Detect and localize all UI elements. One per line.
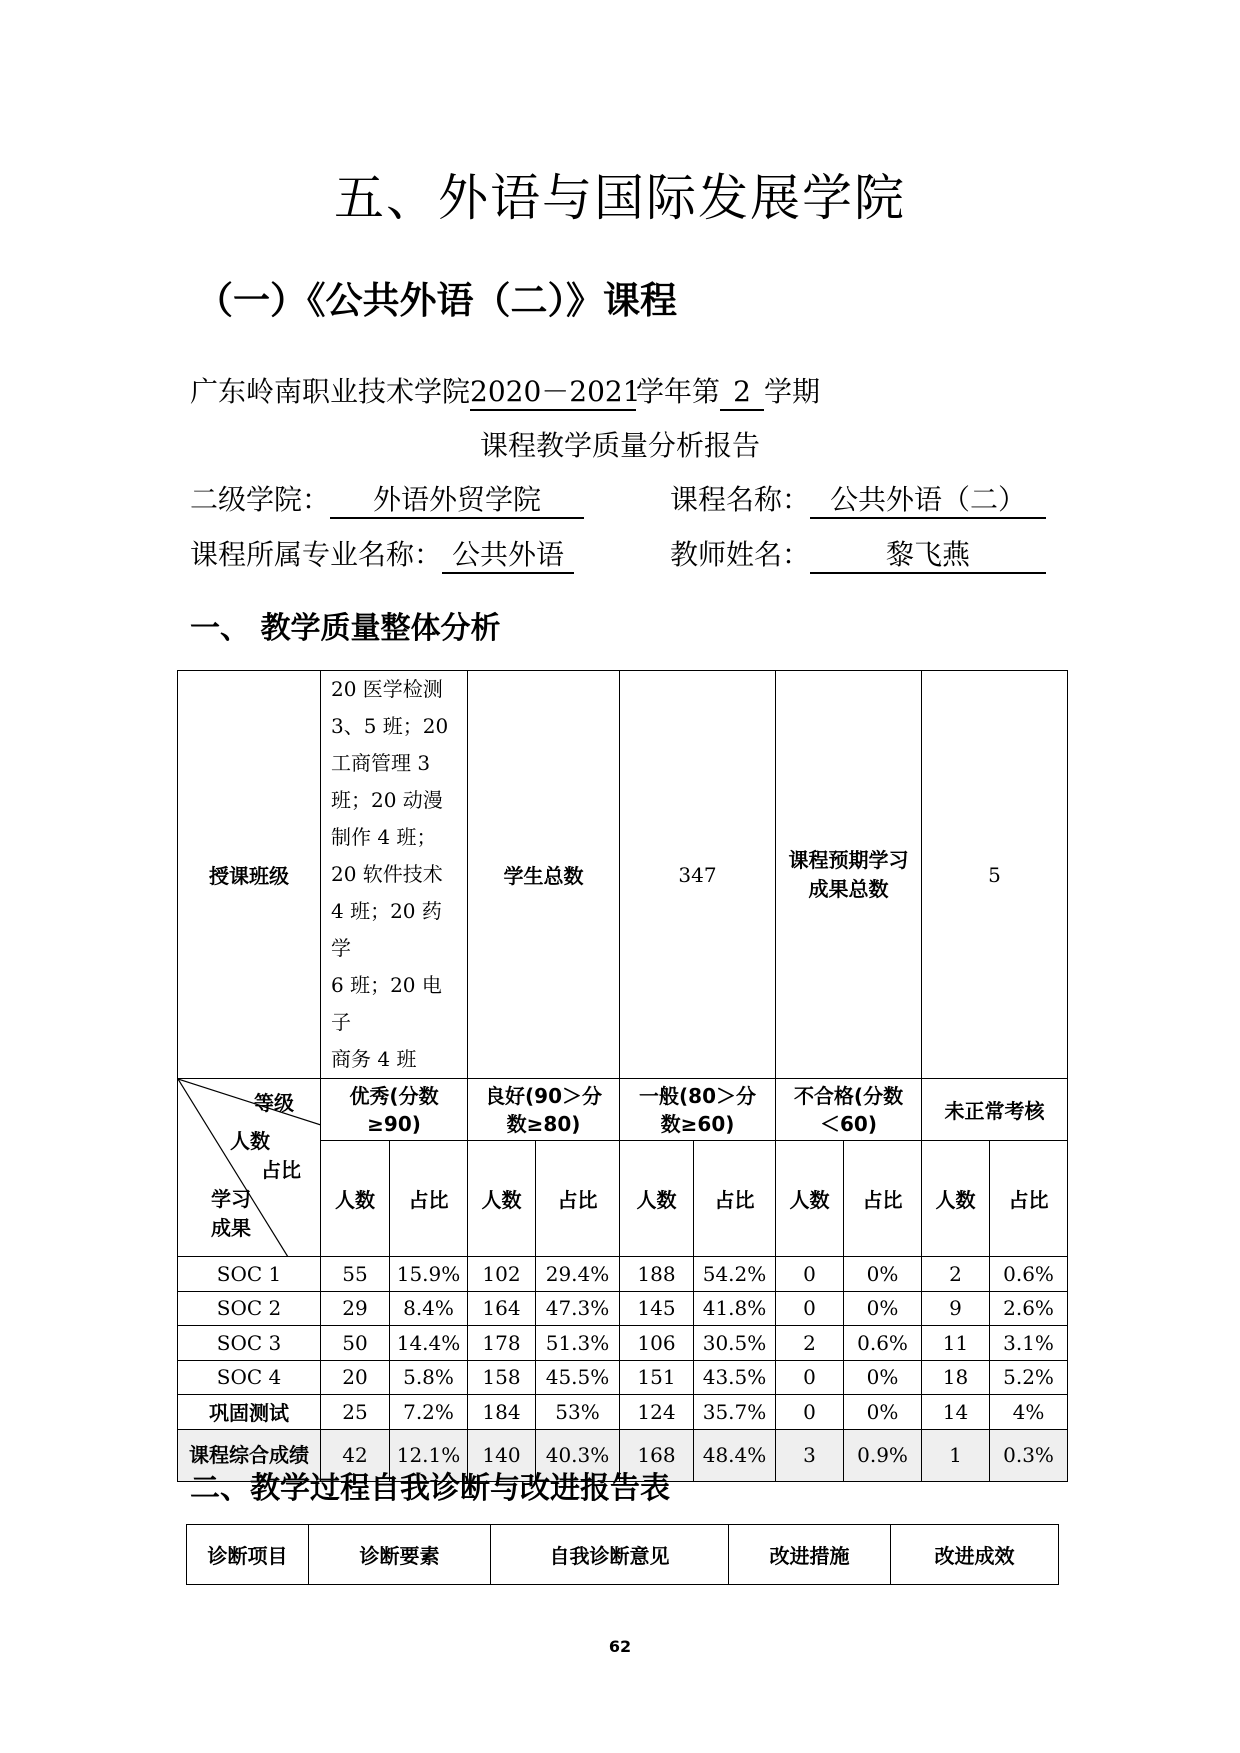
course-subtitle: （一）《公共外语（二）》课程 <box>196 279 677 322</box>
row-label: 巩固测试 <box>178 1395 321 1430</box>
count-header: 人数 <box>922 1141 990 1257</box>
count-cell: 106 <box>620 1326 694 1361</box>
class-line: 20 医学检测 <box>331 677 443 701</box>
table-row <box>178 1395 1068 1430</box>
ratio-cell: 35.7% <box>694 1395 776 1430</box>
class-line: 6 班；20 电子 <box>331 973 442 1034</box>
count-cell: 184 <box>468 1395 536 1430</box>
term-label: 学年第 <box>636 375 721 408</box>
quality-analysis-table <box>177 670 1068 1482</box>
ratio-cell: 43.5% <box>694 1360 776 1395</box>
ratio-cell: 0% <box>844 1360 922 1395</box>
class-lines <box>331 671 459 1078</box>
count-cell: 102 <box>468 1257 536 1292</box>
report-title: 课程教学质量分析报告 <box>479 429 760 462</box>
outcomes-label: 课程预期学习成果总数 <box>776 671 922 1079</box>
count-cell: 20 <box>321 1360 390 1395</box>
major-value: 公共外语 <box>442 538 574 574</box>
ratio-cell: 53% <box>536 1395 620 1430</box>
count-header: 人数 <box>776 1141 844 1257</box>
info-row-1-right <box>670 478 1046 519</box>
count-cell: 42 <box>321 1429 390 1481</box>
diagnosis-header-cell: 改进措施 <box>729 1525 891 1585</box>
diagnosis-header-cell: 改进成效 <box>891 1525 1059 1585</box>
table-row <box>187 1525 1059 1585</box>
ratio-cell: 48.4% <box>694 1429 776 1481</box>
ratio-cell: 5.8% <box>390 1360 468 1395</box>
diag-grade-label: 等级 <box>254 1091 294 1115</box>
diag-count-label: 人数 <box>230 1129 270 1153</box>
info-row-2-right <box>670 533 1046 574</box>
count-cell: 140 <box>468 1429 536 1481</box>
ratio-header: 占比 <box>536 1141 620 1257</box>
count-cell: 0 <box>776 1395 844 1430</box>
count-cell: 145 <box>620 1291 694 1326</box>
count-cell: 55 <box>321 1257 390 1292</box>
table-row <box>178 1291 1068 1326</box>
class-line: 商务 4 班 <box>331 1047 417 1071</box>
count-cell: 29 <box>321 1291 390 1326</box>
ratio-header: 占比 <box>694 1141 776 1257</box>
count-cell: 0 <box>776 1291 844 1326</box>
teacher-value: 黎飞燕 <box>810 538 1046 574</box>
ratio-cell: 15.9% <box>390 1257 468 1292</box>
count-cell: 124 <box>620 1395 694 1430</box>
grade-header: 不合格(分数＜60) <box>776 1079 922 1141</box>
grade-header: 一般(80＞分数≥60) <box>620 1079 776 1141</box>
class-list <box>321 671 468 1079</box>
class-label: 授课班级 <box>178 671 321 1079</box>
diagnosis-header-cell: 诊断项目 <box>187 1525 309 1585</box>
count-cell: 0 <box>776 1360 844 1395</box>
ratio-cell: 12.1% <box>390 1429 468 1481</box>
grade-header: 良好(90＞分数≥80) <box>468 1079 620 1141</box>
grade-header: 优秀(分数≥90) <box>321 1079 468 1141</box>
diagonal-header-cell <box>178 1079 321 1257</box>
diagnosis-header-cell: 自我诊断意见 <box>491 1525 729 1585</box>
course-value: 公共外语（二） <box>810 483 1046 519</box>
section-1-heading: 一、 教学质量整体分析 <box>190 611 501 646</box>
ratio-cell: 0.6% <box>990 1257 1068 1292</box>
ratio-cell: 0% <box>844 1291 922 1326</box>
ratio-cell: 0.9% <box>844 1429 922 1481</box>
ratio-cell: 5.2% <box>990 1360 1068 1395</box>
count-cell: 3 <box>776 1429 844 1481</box>
ratio-cell: 51.3% <box>536 1326 620 1361</box>
header-line <box>190 370 820 411</box>
count-cell: 1 <box>922 1429 990 1481</box>
ratio-cell: 29.4% <box>536 1257 620 1292</box>
count-cell: 158 <box>468 1360 536 1395</box>
class-line: 制作 4 班； <box>331 825 437 849</box>
page-title: 五、外语与国际发展学院 <box>334 169 906 227</box>
term-suffix: 学期 <box>764 375 821 408</box>
count-cell: 164 <box>468 1291 536 1326</box>
table-row <box>178 671 1068 1079</box>
table-row <box>178 1360 1068 1395</box>
count-header: 人数 <box>321 1141 390 1257</box>
row-label: SOC 1 <box>178 1257 321 1292</box>
info-row-1-left <box>190 478 584 519</box>
count-cell: 18 <box>922 1360 990 1395</box>
course-label: 课程名称： <box>670 483 811 516</box>
academic-years: 2020－2021 <box>470 375 636 411</box>
ratio-cell: 7.2% <box>390 1395 468 1430</box>
count-cell: 25 <box>321 1395 390 1430</box>
row-label: SOC 2 <box>178 1291 321 1326</box>
diagnosis-table <box>186 1524 1059 1585</box>
count-cell: 2 <box>922 1257 990 1292</box>
college-label: 二级学院： <box>190 483 331 516</box>
ratio-header: 占比 <box>990 1141 1068 1257</box>
class-line: 班；20 动漫 <box>331 788 443 812</box>
school-name: 广东岭南职业技术学院 <box>190 375 471 408</box>
info-row-2-left <box>190 533 574 574</box>
table-row <box>178 1326 1068 1361</box>
page-number: 62 <box>608 1637 632 1656</box>
count-cell: 50 <box>321 1326 390 1361</box>
count-cell: 14 <box>922 1395 990 1430</box>
count-cell: 9 <box>922 1291 990 1326</box>
ratio-cell: 3.1% <box>990 1326 1068 1361</box>
class-line: 4 班；20 药学 <box>331 899 442 960</box>
row-label: 课程综合成绩 <box>178 1429 321 1481</box>
ratio-cell: 2.6% <box>990 1291 1068 1326</box>
count-cell: 168 <box>620 1429 694 1481</box>
count-header: 人数 <box>620 1141 694 1257</box>
count-cell: 151 <box>620 1360 694 1395</box>
ratio-cell: 14.4% <box>390 1326 468 1361</box>
teacher-label: 教师姓名： <box>670 538 811 571</box>
count-cell: 188 <box>620 1257 694 1292</box>
count-cell: 0 <box>776 1257 844 1292</box>
ratio-cell: 54.2% <box>694 1257 776 1292</box>
college-value: 外语外贸学院 <box>330 483 584 519</box>
term-number: 2 <box>720 375 764 411</box>
class-line: 工商管理 3 <box>331 751 431 775</box>
ratio-cell: 8.4% <box>390 1291 468 1326</box>
table-row <box>178 1079 1068 1141</box>
students-label: 学生总数 <box>468 671 620 1079</box>
grade-header: 未正常考核 <box>922 1079 1068 1141</box>
diag-outcome-label-1: 学习 <box>211 1187 251 1211</box>
ratio-cell: 0% <box>844 1257 922 1292</box>
class-line: 3、5 班；20 <box>331 714 449 738</box>
major-label: 课程所属专业名称： <box>190 538 443 571</box>
ratio-cell: 47.3% <box>536 1291 620 1326</box>
row-label: SOC 4 <box>178 1360 321 1395</box>
data-rows <box>178 1257 1068 1482</box>
row-label: SOC 3 <box>178 1326 321 1361</box>
class-line: 20 软件技术 <box>331 862 443 886</box>
ratio-cell: 0.3% <box>990 1429 1068 1481</box>
ratio-cell: 0% <box>844 1395 922 1430</box>
ratio-cell: 45.5% <box>536 1360 620 1395</box>
ratio-cell: 4% <box>990 1395 1068 1430</box>
ratio-cell: 40.3% <box>536 1429 620 1481</box>
diag-ratio-label: 占比 <box>261 1158 301 1182</box>
ratio-header: 占比 <box>390 1141 468 1257</box>
outcomes-value: 5 <box>922 671 1068 1079</box>
count-cell: 2 <box>776 1326 844 1361</box>
section-2-heading: 二、教学过程自我诊断与改进报告表 <box>190 1471 670 1506</box>
count-cell: 11 <box>922 1326 990 1361</box>
diagnosis-header-cell: 诊断要素 <box>309 1525 491 1585</box>
table-row <box>178 1257 1068 1292</box>
students-value: 347 <box>620 671 776 1079</box>
ratio-cell: 0.6% <box>844 1326 922 1361</box>
ratio-header: 占比 <box>844 1141 922 1257</box>
ratio-cell: 41.8% <box>694 1291 776 1326</box>
count-header: 人数 <box>468 1141 536 1257</box>
diag-outcome-label-2: 成果 <box>211 1216 251 1240</box>
count-cell: 178 <box>468 1326 536 1361</box>
ratio-cell: 30.5% <box>694 1326 776 1361</box>
